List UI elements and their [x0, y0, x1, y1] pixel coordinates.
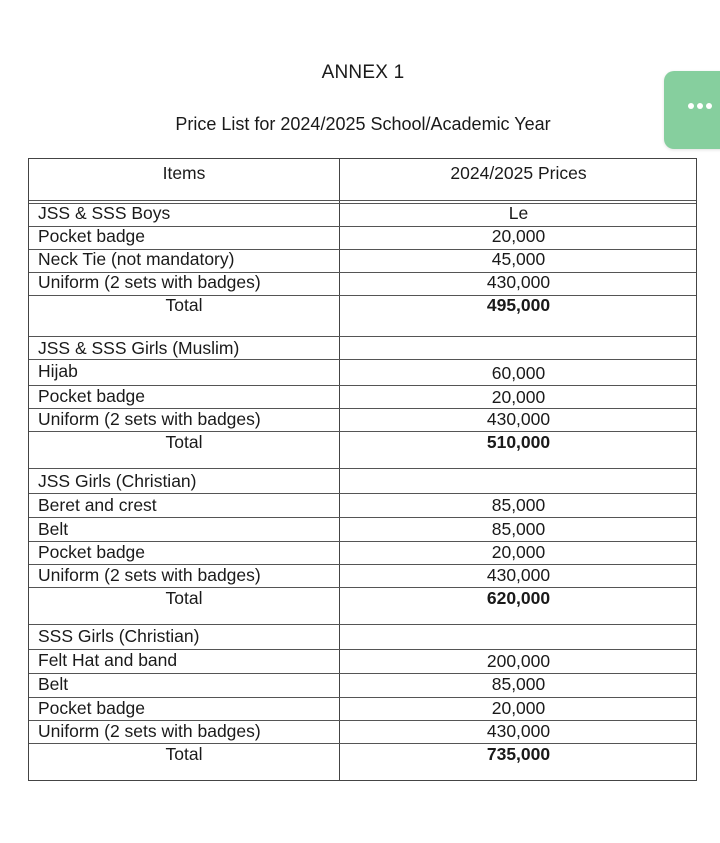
row-divider — [29, 200, 696, 201]
item-price: 45,000 — [491, 249, 546, 269]
item-price: 430,000 — [486, 565, 551, 585]
total-value: 735,000 — [486, 744, 551, 764]
price-table — [28, 158, 697, 781]
item-price: 20,000 — [491, 387, 546, 407]
total-label: Total — [165, 588, 203, 608]
section-heading: JSS & SSS Boys — [38, 203, 171, 223]
item-label: Pocket badge — [38, 386, 146, 406]
item-label: Hijab — [38, 361, 78, 381]
total-value: 510,000 — [486, 432, 551, 452]
total-value: 495,000 — [486, 295, 551, 315]
item-label: Uniform (2 sets with badges) — [38, 409, 261, 429]
item-label: Uniform (2 sets with badges) — [38, 565, 261, 585]
item-price: 200,000 — [486, 651, 551, 671]
total-label: Total — [165, 295, 203, 315]
section-heading: SSS Girls (Christian) — [38, 626, 200, 646]
item-price: 430,000 — [486, 409, 551, 429]
row-divider — [29, 624, 696, 625]
item-label: Uniform (2 sets with badges) — [38, 272, 261, 292]
item-price: 20,000 — [491, 542, 546, 562]
item-price: 60,000 — [491, 363, 546, 383]
item-label: Belt — [38, 674, 69, 694]
item-label: Uniform (2 sets with badges) — [38, 721, 261, 741]
prices-column-header: 2024/2025 Prices — [450, 163, 587, 183]
row-divider — [29, 359, 696, 360]
currency-label: Le — [508, 203, 529, 223]
item-price: 20,000 — [491, 226, 546, 246]
total-label: Total — [165, 744, 203, 764]
item-price: 85,000 — [491, 495, 546, 515]
item-price: 430,000 — [486, 272, 551, 292]
row-divider — [29, 336, 696, 337]
row-divider — [29, 468, 696, 469]
item-label: Neck Tie (not mandatory) — [38, 249, 235, 269]
item-label: Pocket badge — [38, 698, 146, 718]
more-options-button[interactable] — [664, 71, 720, 149]
more-horizontal-icon — [688, 103, 712, 109]
item-label: Beret and crest — [38, 495, 157, 515]
total-label: Total — [165, 432, 203, 452]
item-price: 430,000 — [486, 721, 551, 741]
row-divider — [29, 493, 696, 494]
item-label: Pocket badge — [38, 226, 146, 246]
row-divider — [29, 517, 696, 518]
item-price: 85,000 — [491, 674, 546, 694]
document-subtitle: Price List for 2024/2025 School/Academic Year — [175, 114, 551, 134]
item-price: 85,000 — [491, 519, 546, 539]
item-label: Felt Hat and band — [38, 650, 178, 670]
items-column-header: Items — [162, 163, 206, 183]
item-label: Belt — [38, 519, 69, 539]
annex-title: ANNEX 1 — [321, 62, 405, 83]
total-value: 620,000 — [486, 588, 551, 608]
item-price: 20,000 — [491, 698, 546, 718]
section-heading: JSS Girls (Christian) — [38, 471, 197, 491]
item-label: Pocket badge — [38, 542, 146, 562]
section-heading: JSS & SSS Girls (Muslim) — [38, 338, 240, 358]
